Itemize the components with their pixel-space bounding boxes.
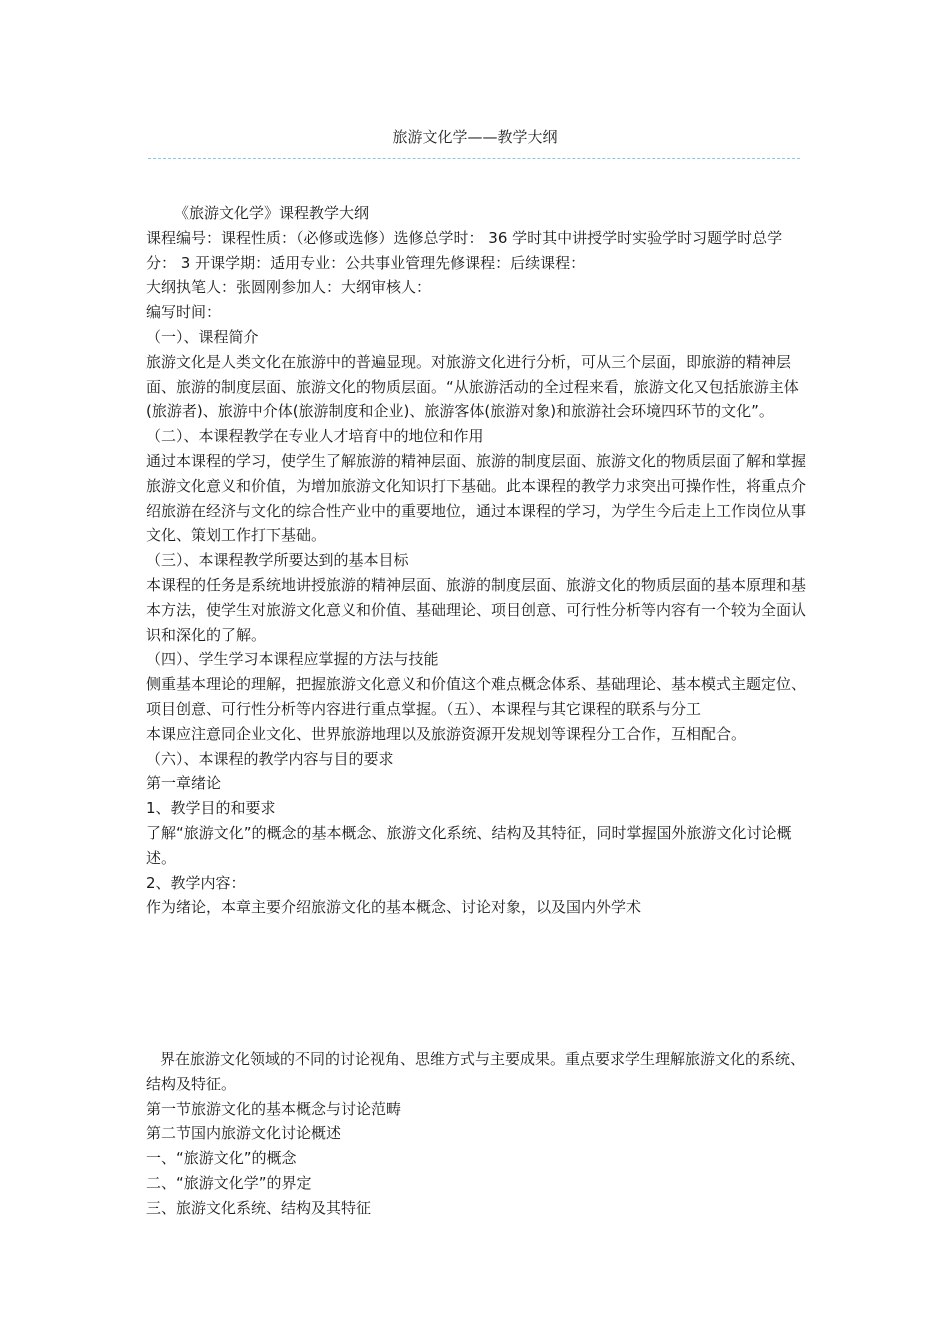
chapter-title: 第一章绪论 xyxy=(146,774,222,793)
body-block-2 xyxy=(146,1047,810,1221)
item-body-1: 了解“旅游文化”的概念的基本概念、旅游文化系统、结构及其特征，同时掌握国外旅游文化讨论概述。 xyxy=(146,823,792,867)
section-body-2: 通过本课程的学习，使学生了解旅游的精神层面、旅游的制度层面、旅游文化的物质层面了解和掌握旅游文化意义和价值，为增加旅游文化知识打下基础。此本课程的教学力求突出可操作性，将重点介绍旅游在经济与文化的综合性产业中的重要地位，通过本课程的学习，为学生今后走上工作岗位从事文化、策划工作打下基础。 xyxy=(146,451,807,545)
section-body-3: 本课程的任务是系统地讲授旅游的精神层面、旅游的制度层面、旅游文化的物质层面的基本原理和基本方法，使学生对旅游文化意义和价值、基础理论、项目创意、可行性分析等内容有一个较为全面认识和深化的了解。 xyxy=(146,575,807,644)
continued-paragraph: 界在旅游文化领域的不同的讨论视角、思维方式与主要成果。重点要求学生理解旅游文化的系统、结构及特征。 xyxy=(146,1050,806,1093)
section-heading-4: （四）、学生学习本课程应掌握的方法与技能 xyxy=(146,650,439,669)
item-body-2: 作为绪论，本章主要介绍旅游文化的基本概念、讨论对象，以及国内外学术 xyxy=(146,898,642,917)
page-title: 旅游文化学——教学大纲 xyxy=(392,128,558,146)
syllabus-heading: 《旅游文化学》课程教学大纲 xyxy=(174,204,370,222)
author-info: 大纲执笔人：张圆刚参加人：大纲审核人： xyxy=(146,278,432,297)
item-heading-1: 1、教学目的和要求 xyxy=(146,799,276,818)
list-item-3: 三、旅游文化系统、结构及其特征 xyxy=(146,1198,372,1217)
list-item-2: 二、“旅游文化学”的界定 xyxy=(146,1173,312,1192)
section-item-2: 第二节国内旅游文化讨论概述 xyxy=(146,1124,342,1143)
title-dashed-divider xyxy=(148,158,800,159)
section-item-1: 第一节旅游文化的基本概念与讨论范畴 xyxy=(146,1099,402,1118)
item-heading-2: 2、教学内容： xyxy=(146,873,246,892)
body-block-1 xyxy=(146,201,810,920)
section-body-1: 旅游文化是人类文化在旅游中的普遍显现。对旅游文化进行分析，可从三个层面，即旅游的精神层面、旅游的制度层面、旅游文化的物质层面。“从旅游活动的全过程来看，旅游文化又包括旅游主体(旅游者)、旅游中介体(旅游制度和企业)、旅游客体(旅游对象)和旅游社会环境四环节的文化”。 xyxy=(146,352,799,421)
section-heading-1: （一）、课程简介 xyxy=(146,327,259,346)
section-heading-2: （二）、本课程教学在专业人才培育中的地位和作用 xyxy=(146,427,484,446)
write-date: 编写时间： xyxy=(146,303,222,322)
course-info: 课程编号：课程性质：（必修或选修）选修总学时： 36 学时其中讲授学时实验学时习题学时总学分： 3 开课学期：适用专业：公共事业管理先修课程：后续课程： xyxy=(146,228,783,272)
section-body-5: 本课应注意同企业文化、世界旅游地理以及旅游资源开发规划等课程分工合作，互相配合。 xyxy=(146,724,747,743)
section-heading-6: （六）、本课程的教学内容与目的要求 xyxy=(146,749,394,768)
section-heading-3: （三）、本课程教学所要达到的基本目标 xyxy=(146,551,409,570)
section-body-4: 侧重基本理论的理解，把握旅游文化意义和价值这个难点概念体系、基础理论、基本模式主题定位、项目创意、可行性分析等内容进行重点掌握。（五）、本课程与其它课程的联系与分工 xyxy=(146,675,807,718)
list-item-1: 一、“旅游文化”的概念 xyxy=(146,1149,297,1168)
